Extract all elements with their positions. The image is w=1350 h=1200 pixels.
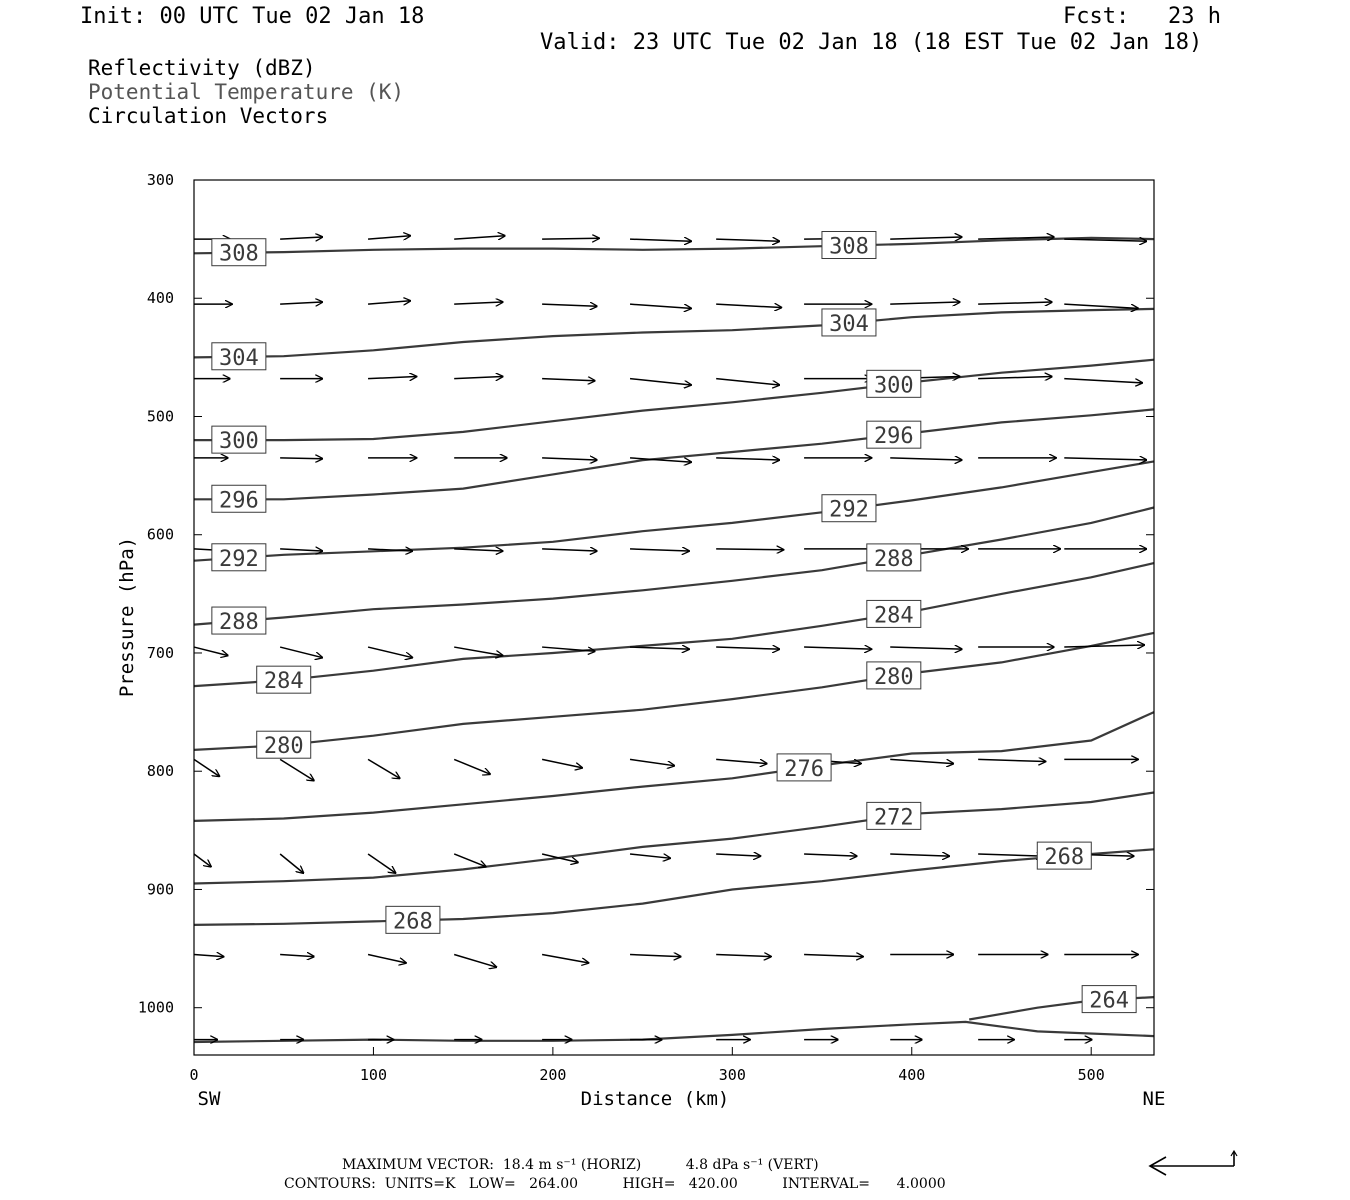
circulation-vector bbox=[368, 854, 395, 873]
legend-circulation-vectors: Circulation Vectors bbox=[88, 104, 329, 128]
circulation-vector bbox=[454, 854, 486, 867]
circulation-vector bbox=[716, 458, 779, 460]
x-tick-label: 400 bbox=[898, 1066, 926, 1084]
contour-label: 272 bbox=[873, 805, 914, 831]
y-tick-label: 800 bbox=[146, 762, 174, 781]
x-tick-label: 0 bbox=[189, 1066, 199, 1084]
circulation-vector bbox=[1064, 645, 1144, 647]
circulation-vector bbox=[716, 304, 781, 307]
x-tick-label: 200 bbox=[539, 1066, 567, 1084]
circulation-vector bbox=[804, 954, 863, 956]
forecast-label: Fcst: bbox=[1063, 4, 1130, 29]
contour-info: CONTOURS: UNITS=K LOW= 264.00 HIGH= 420.00 INTERVAL= 4.0000 bbox=[284, 1176, 946, 1192]
circulation-vector bbox=[194, 759, 219, 776]
contour-label: 276 bbox=[784, 756, 824, 782]
circulation-vector bbox=[280, 759, 314, 780]
contour-label: 304 bbox=[829, 311, 869, 337]
y-tick-label: 900 bbox=[146, 880, 174, 899]
circulation-vector bbox=[280, 458, 322, 459]
contour-label: 280 bbox=[263, 734, 304, 760]
circulation-vector bbox=[368, 647, 412, 658]
circulation-vector bbox=[716, 549, 783, 550]
circulation-vector bbox=[890, 647, 961, 649]
isentrope-288 bbox=[194, 508, 1154, 625]
contour-label: 268 bbox=[393, 909, 433, 935]
circulation-vector bbox=[804, 647, 871, 649]
init-time: Init: 00 UTC Tue 02 Jan 18 bbox=[80, 4, 425, 29]
contour-label: 308 bbox=[829, 234, 869, 260]
x-end-label-sw: SW bbox=[197, 1088, 221, 1110]
circulation-vector bbox=[890, 854, 949, 856]
contour-label: 284 bbox=[873, 603, 914, 629]
x-axis-label: Distance (km) bbox=[580, 1088, 730, 1110]
circulation-vector bbox=[716, 759, 766, 763]
x-tick-label: 100 bbox=[359, 1066, 387, 1084]
circulation-vector bbox=[194, 954, 223, 956]
y-tick-label: 600 bbox=[146, 525, 174, 544]
circulation-vector bbox=[978, 302, 1052, 304]
circulation-vector bbox=[542, 379, 595, 381]
circulation-vector bbox=[716, 379, 779, 385]
circulation-vector bbox=[368, 377, 416, 379]
circulation-vector bbox=[454, 954, 496, 967]
circulation-vector bbox=[716, 854, 760, 856]
circulation-vector bbox=[194, 647, 228, 655]
circulation-vector bbox=[716, 954, 771, 956]
circulation-vector bbox=[280, 647, 322, 658]
valid-time: Valid: 23 UTC Tue 02 Jan 18 (18 EST Tue 02 Jan 18) bbox=[540, 30, 1203, 55]
y-tick-label: 1000 bbox=[137, 998, 174, 1017]
circulation-vector bbox=[630, 549, 689, 551]
circulation-vector bbox=[630, 239, 691, 241]
x-end-label-ne: NE bbox=[1142, 1088, 1166, 1110]
forecast-hours: 23 h bbox=[1168, 4, 1221, 29]
isentrope-292 bbox=[194, 461, 1154, 560]
circulation-vector bbox=[630, 954, 680, 956]
contour-label: 292 bbox=[218, 546, 259, 572]
x-tick-label: 300 bbox=[718, 1066, 746, 1084]
legend-potential-temperature: Potential Temperature (K) bbox=[88, 80, 405, 104]
circulation-vector bbox=[804, 854, 857, 856]
circulation-vector bbox=[368, 301, 410, 304]
contour-label: 308 bbox=[218, 241, 259, 267]
circulation-vector bbox=[280, 854, 303, 873]
circulation-vector bbox=[280, 549, 322, 551]
legend-reflectivity: Reflectivity (dBZ) bbox=[88, 56, 316, 80]
circulation-vector bbox=[630, 759, 674, 765]
circulation-vector bbox=[280, 302, 322, 304]
circulation-vector bbox=[280, 954, 314, 956]
circulation-vector bbox=[978, 377, 1052, 379]
circulation-vector bbox=[542, 647, 595, 651]
circulation-vector bbox=[542, 954, 588, 962]
contour-label: 296 bbox=[218, 488, 259, 514]
contour-label: 304 bbox=[218, 345, 259, 371]
circulation-vector bbox=[454, 377, 502, 379]
circulation-vector bbox=[1064, 304, 1138, 308]
circulation-vector bbox=[1064, 458, 1146, 460]
contour-label: 280 bbox=[873, 664, 914, 690]
circulation-vector bbox=[978, 759, 1045, 761]
circulation-vector bbox=[542, 549, 597, 551]
circulation-vector bbox=[978, 854, 1043, 856]
circulation-vector bbox=[630, 854, 670, 858]
contour-label: 288 bbox=[873, 546, 914, 572]
isentrope-300 bbox=[194, 360, 1154, 440]
circulation-vector bbox=[890, 302, 959, 304]
circulation-vector bbox=[194, 854, 211, 867]
circulation-vector bbox=[890, 759, 953, 763]
circulation-vector bbox=[280, 237, 322, 239]
isentrope-284 bbox=[194, 563, 1154, 686]
circulation-vector bbox=[454, 759, 490, 774]
reference-vector-arrow bbox=[1150, 1151, 1237, 1175]
circulation-vector bbox=[542, 759, 582, 767]
circulation-vector bbox=[368, 236, 410, 239]
x-tick-label: 500 bbox=[1077, 1066, 1105, 1084]
contour-label: 288 bbox=[218, 610, 259, 636]
contour-label: 264 bbox=[1089, 988, 1130, 1014]
y-tick-label: 400 bbox=[146, 289, 174, 308]
circulation-vector bbox=[368, 954, 406, 962]
contour-label: 292 bbox=[829, 497, 869, 523]
contour-label: 300 bbox=[218, 429, 259, 455]
circulation-vector bbox=[716, 239, 779, 241]
contour-label: 284 bbox=[263, 669, 304, 695]
circulation-vector bbox=[454, 236, 504, 239]
y-axis-label: Pressure (hPa) bbox=[116, 536, 138, 698]
circulation-vector bbox=[890, 458, 961, 460]
y-tick-label: 500 bbox=[146, 407, 174, 426]
contour-label: 300 bbox=[873, 373, 914, 399]
circulation-vector bbox=[630, 379, 691, 385]
circulation-vector bbox=[454, 647, 502, 655]
circulation-vector bbox=[1064, 379, 1142, 383]
circulation-vector bbox=[368, 759, 400, 778]
circulation-vector bbox=[716, 647, 779, 649]
circulation-vector bbox=[890, 237, 961, 239]
isentrope-280 bbox=[194, 633, 1154, 750]
circulation-vector bbox=[630, 647, 689, 649]
y-tick-label: 700 bbox=[146, 643, 174, 662]
isentrope-276 bbox=[194, 712, 1154, 821]
circulation-vector bbox=[542, 238, 599, 239]
contour-label: 268 bbox=[1044, 845, 1085, 871]
circulation-vector bbox=[454, 302, 502, 304]
circulation-vector bbox=[542, 304, 597, 306]
y-tick-label: 300 bbox=[146, 171, 174, 189]
isentrope-272 bbox=[194, 793, 1154, 884]
circulation-vector bbox=[542, 458, 597, 460]
isentrope-304 bbox=[194, 309, 1154, 358]
circulation-vector bbox=[630, 304, 691, 308]
circulation-vector bbox=[454, 549, 502, 551]
max-vector-note: MAXIMUM VECTOR: 18.4 m s⁻¹ (HORIZ) 4.8 dPa s⁻¹ (VERT) bbox=[342, 1157, 819, 1173]
isentrope-268 bbox=[194, 849, 1154, 925]
contour-label: 296 bbox=[873, 424, 914, 450]
